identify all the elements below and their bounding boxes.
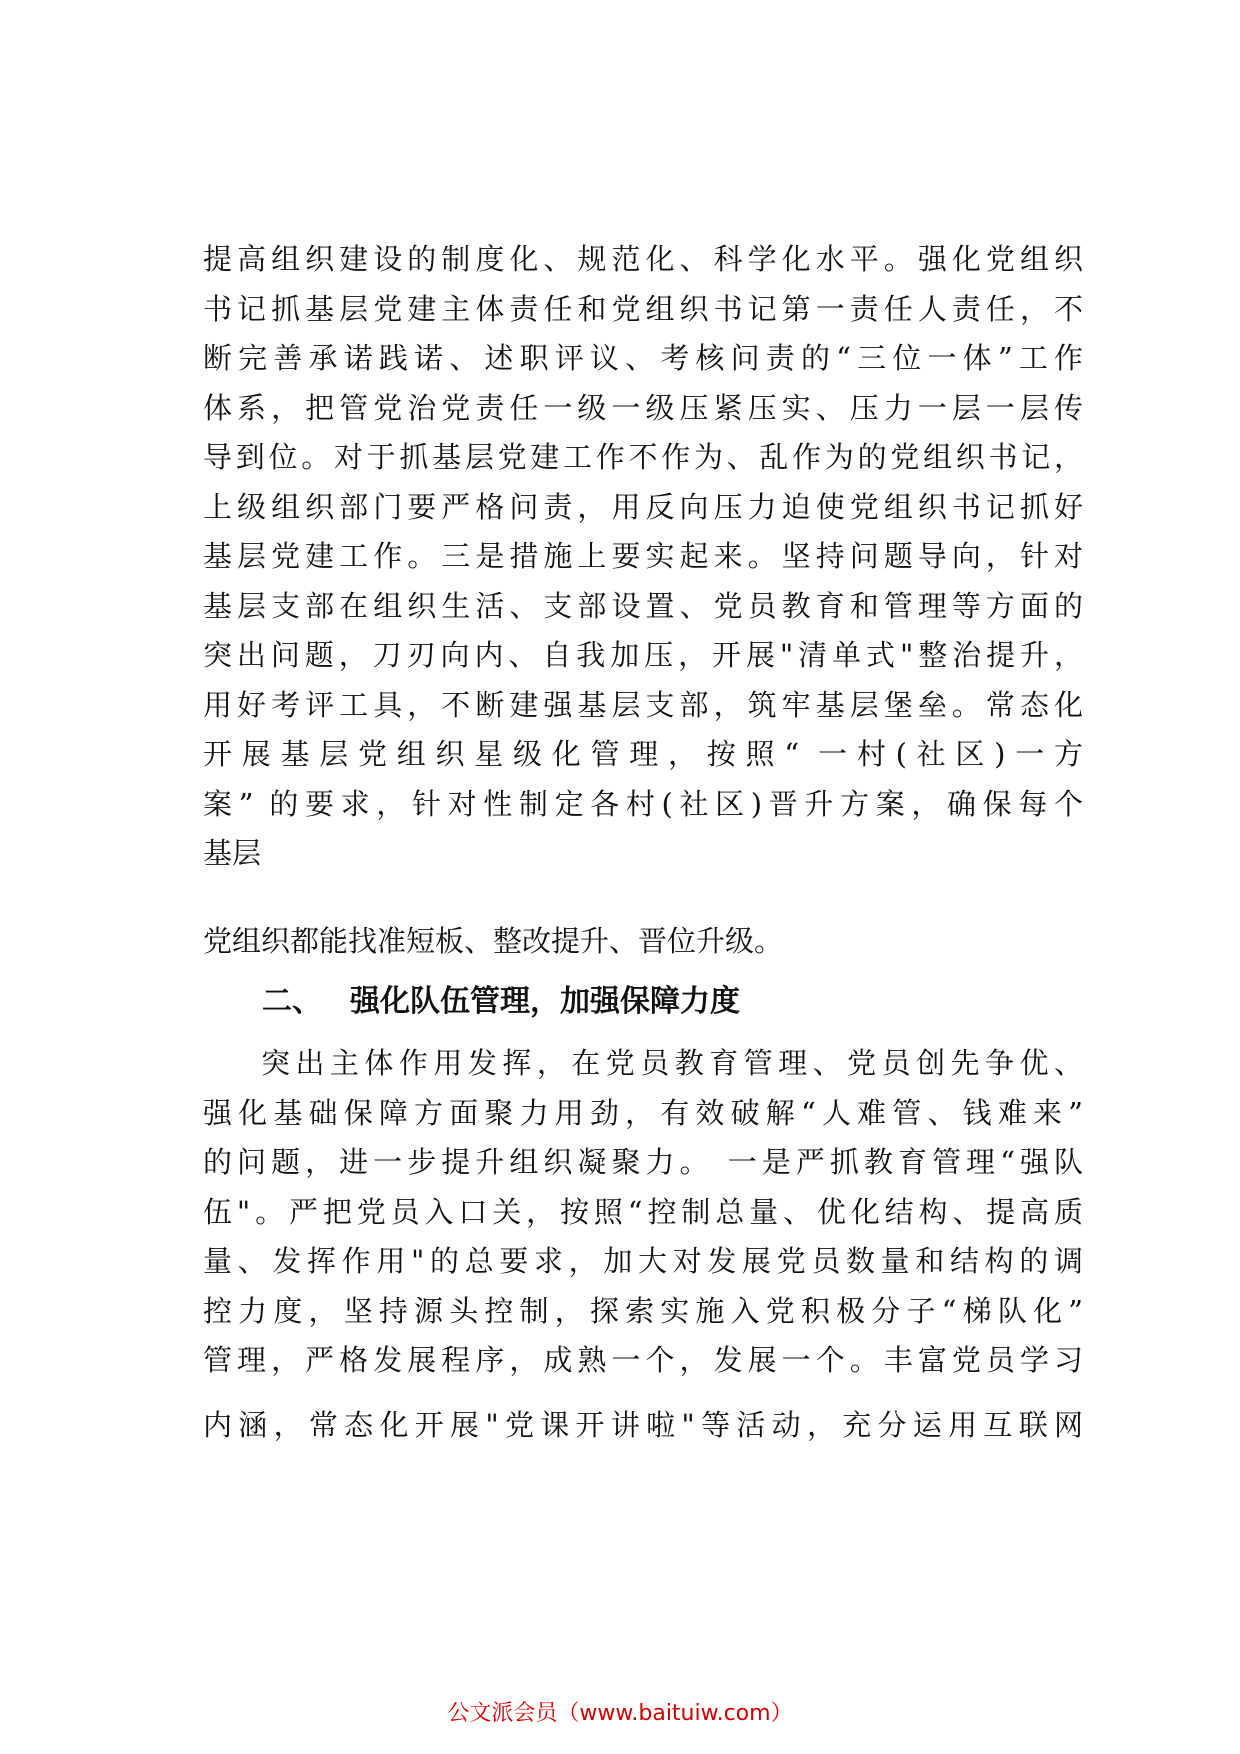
section-title: 强化队伍管理，加强保障力度 (350, 984, 740, 1019)
text-line: 上级组织部门要严格问责，用反向压力迫使党组织书记抓好 (203, 489, 1083, 524)
text-line: 导到位。对于抓基层党建工作不作为、乱作为的党组织书记， (203, 440, 1083, 474)
text-line: 伍"。严把党员入口关，按照“控制总量、优化结构、提高质 (203, 1194, 1083, 1229)
text-line: 案” 的要求，针对性制定各村(社区)晋升方案，确保每个 (203, 786, 1083, 821)
text-line: 的问题，进一步提升组织凝聚力。 一是严抓教育管理“强队 (203, 1145, 1083, 1179)
paragraph-party-organization-continued (203, 917, 1083, 967)
text-line: 内涵，常态化开展"党课开讲啦"等活动，充分运用互联网 (203, 1408, 1083, 1442)
text-line: 突出主体作用发挥，在党员教育管理、党员创先争优、 (261, 1046, 1083, 1080)
text-line: 强化基础保障方面聚力用劲，有效破解“人难管、钱难来” (203, 1095, 1083, 1130)
text-line: 基层支部在组织生活、支部设置、党员教育和管理等方面的 (203, 588, 1083, 623)
paragraph-team-management (203, 1039, 1083, 1386)
text-line: 基层党建工作。三是措施上要实起来。坚持问题导向，针对 (203, 539, 1083, 573)
text-line: 书记抓基层党建主体责任和党组织书记第一责任人责任，不 (203, 291, 1083, 326)
footer-watermark-link[interactable]: 公文派会员（www.baituiw.com） (447, 1701, 793, 1726)
text-line: 突出问题，刀刃向内、自我加压，开展"清单式"整治提升， (203, 638, 1083, 672)
text-line: 控力度，坚持源头控制，探索实施入党积极分子“梯队化” (203, 1293, 1083, 1328)
text-line: 提高组织建设的制度化、规范化、科学化水平。强化党组织 (203, 242, 1083, 276)
section-number: 二、 (262, 984, 322, 1019)
paragraph-team-management-continued (203, 1401, 1083, 1451)
text-line: 党组织都能找准短板、整改提升、晋位升级。 (203, 924, 784, 958)
text-line: 基层 (203, 836, 262, 870)
text-line: 用好考评工具，不断建强基层支部，筑牢基层堡垒。常态化 (203, 687, 1083, 722)
text-line: 断完善承诺践诺、述职评议、考核问责的“三位一体”工作 (203, 341, 1083, 375)
text-line: 开展基层党组织星级化管理，按照“ 一村(社区)一方 (203, 737, 1083, 771)
text-line: 量、发挥作用"的总要求，加大对发展党员数量和结构的调 (203, 1244, 1083, 1278)
text-line: 体系，把管党治党责任一级一级压紧压实、压力一层一层传 (203, 390, 1083, 425)
section-heading (262, 977, 740, 1027)
paragraph-party-organization (203, 235, 1083, 879)
text-line: 管理，严格发展程序，成熟一个，发展一个。丰富党员学习 (203, 1343, 1083, 1377)
